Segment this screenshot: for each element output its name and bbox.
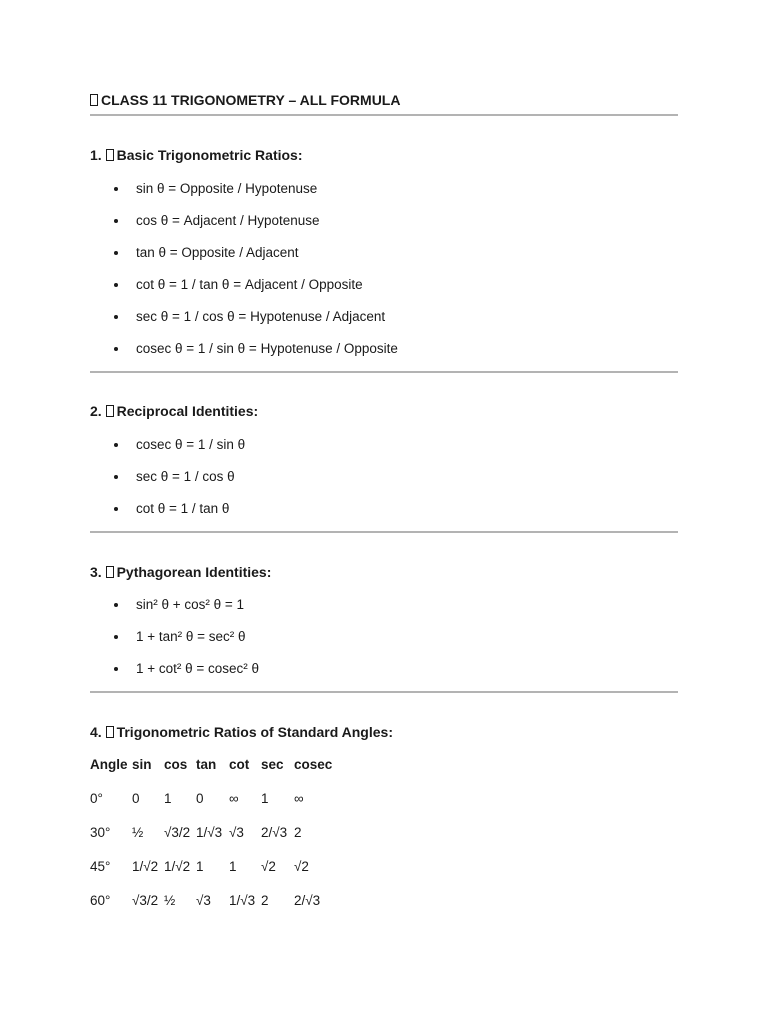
bullet-icon	[114, 603, 118, 607]
list-item	[90, 597, 259, 629]
list-item	[90, 245, 398, 277]
bullet-icon	[114, 347, 118, 351]
list-item	[90, 181, 398, 213]
bullet-icon	[114, 475, 118, 479]
table-cell: 2	[261, 893, 269, 908]
bullet-icon	[114, 667, 118, 671]
missing-glyph-icon	[90, 94, 98, 106]
list-item-text: sin θ = Opposite / Hypotenuse	[136, 181, 318, 196]
section-heading-text: Pythagorean Identities:	[116, 564, 272, 580]
bullet-icon	[114, 187, 118, 191]
missing-glyph-icon	[106, 405, 114, 417]
basic-ratios-list	[90, 181, 398, 373]
missing-glyph-icon	[106, 149, 114, 161]
list-item-text: sec θ = 1 / cos θ = Hypotenuse / Adjacent	[136, 309, 386, 324]
divider	[90, 531, 678, 533]
section-heading-reciprocal	[90, 403, 258, 419]
table-cell: √3	[196, 893, 211, 908]
table-header-cell: Angle	[90, 757, 128, 772]
section-number: 1.	[90, 147, 102, 163]
table-cell: 1/√2	[132, 859, 159, 874]
list-item	[90, 629, 259, 661]
list-item	[90, 501, 245, 533]
bullet-icon	[114, 251, 118, 255]
table-cell: 2/√3	[261, 825, 288, 840]
list-item-text: cosec θ = 1 / sin θ = Hypotenuse / Opposite	[136, 341, 398, 356]
table-cell: 1/√3	[229, 893, 256, 908]
divider	[90, 691, 678, 693]
list-item	[90, 437, 245, 469]
table-cell: √2	[261, 859, 276, 874]
table-header-cell: cot	[229, 757, 250, 772]
section-heading-standard-angles	[90, 724, 393, 740]
section-number: 2.	[90, 403, 102, 419]
section-heading-text: Reciprocal Identities:	[116, 403, 259, 419]
bullet-icon	[114, 443, 118, 447]
table-cell: 1/√3	[196, 825, 223, 840]
table-cell: 1	[261, 791, 269, 806]
list-item-text: tan θ = Opposite / Adjacent	[136, 245, 299, 260]
table-cell: 1/√2	[164, 859, 191, 874]
list-item-text: cosec θ = 1 / sin θ	[136, 437, 246, 452]
section-heading-basic-ratios	[90, 147, 303, 163]
list-item-text: sin² θ + cos² θ = 1	[136, 597, 245, 612]
document-title	[90, 92, 400, 108]
section-heading-pythagorean	[90, 564, 271, 580]
table-header-cell: sin	[132, 757, 152, 772]
reciprocal-list	[90, 437, 245, 533]
table-cell: 60°	[90, 893, 111, 908]
table-cell: 2	[294, 825, 302, 840]
section-number: 3.	[90, 564, 102, 580]
divider	[90, 371, 678, 373]
bullet-icon	[114, 507, 118, 511]
pythagorean-list	[90, 597, 259, 693]
table-cell: 0°	[90, 791, 103, 806]
table-cell: 1	[164, 791, 172, 806]
table-cell: ∞	[229, 791, 239, 806]
table-cell: 0	[132, 791, 140, 806]
table-header-cell: cos	[164, 757, 188, 772]
list-item	[90, 661, 259, 693]
list-item-text: 1 + tan² θ = sec² θ	[136, 629, 246, 644]
table-cell: 1	[196, 859, 204, 874]
bullet-icon	[114, 283, 118, 287]
bullet-icon	[114, 315, 118, 319]
section-number: 4.	[90, 724, 102, 740]
list-item	[90, 309, 398, 341]
table-cell: √3/2	[132, 893, 159, 908]
section-heading-text: Basic Trigonometric Ratios:	[116, 147, 303, 163]
list-item-text: cot θ = 1 / tan θ = Adjacent / Opposite	[136, 277, 363, 292]
list-item	[90, 277, 398, 309]
missing-glyph-icon	[106, 566, 114, 578]
table-cell: 0	[196, 791, 204, 806]
bullet-icon	[114, 219, 118, 223]
section-heading-text: Trigonometric Ratios of Standard Angles:	[116, 724, 393, 740]
document-title-text: CLASS 11 TRIGONOMETRY – ALL FORMULA	[101, 92, 401, 108]
list-item-text: cot θ = 1 / tan θ	[136, 501, 230, 516]
list-item	[90, 341, 398, 373]
list-item-text: cos θ = Adjacent / Hypotenuse	[136, 213, 320, 228]
table-cell: 1	[229, 859, 237, 874]
table-header-cell: cosec	[294, 757, 333, 772]
table-cell: √3	[229, 825, 244, 840]
table-cell: √2	[294, 859, 309, 874]
table-cell: 2/√3	[294, 893, 321, 908]
table-cell: 45°	[90, 859, 111, 874]
table-header-cell: tan	[196, 757, 217, 772]
list-item	[90, 213, 398, 245]
list-item-text: 1 + cot² θ = cosec² θ	[136, 661, 260, 676]
missing-glyph-icon	[106, 726, 114, 738]
list-item	[90, 469, 245, 501]
bullet-icon	[114, 635, 118, 639]
table-cell: √3/2	[164, 825, 191, 840]
table-header-cell: sec	[261, 757, 284, 772]
divider	[90, 114, 678, 116]
table-cell: ∞	[294, 791, 304, 806]
table-cell: 30°	[90, 825, 111, 840]
table-cell: ½	[164, 893, 176, 908]
list-item-text: sec θ = 1 / cos θ	[136, 469, 235, 484]
table-cell: ½	[132, 825, 144, 840]
